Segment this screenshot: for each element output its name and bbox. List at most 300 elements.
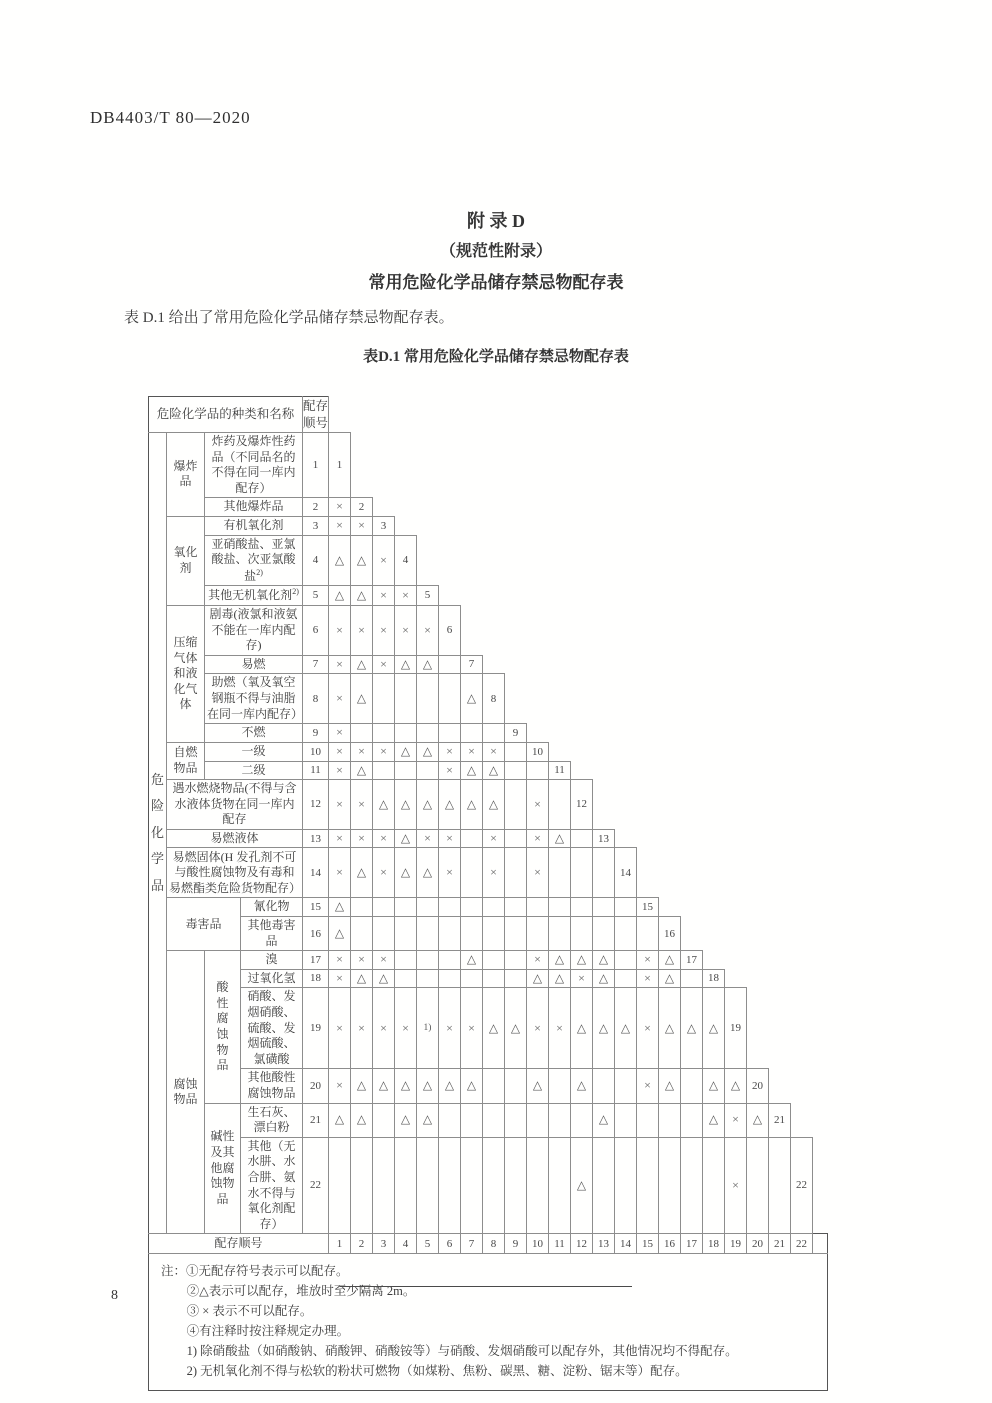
- matrix-cell-empty: [417, 761, 439, 780]
- void-cell: [725, 724, 747, 743]
- void-cell: [747, 605, 769, 655]
- matrix-cell-empty: [483, 724, 505, 743]
- matrix-cell: △: [571, 1137, 593, 1234]
- matrix-cell: ×: [527, 848, 549, 898]
- void-cell: [593, 742, 615, 761]
- matrix-cell-empty: [549, 1103, 571, 1137]
- matrix-cell: △: [417, 1103, 439, 1137]
- diagonal-cell: 17: [681, 951, 703, 970]
- matrix-cell-empty: [659, 1103, 681, 1137]
- note-line: 注：①无配存符号表示可以配存。: [161, 1264, 349, 1279]
- matrix-cell-empty: [329, 1137, 351, 1234]
- void-cell: [791, 988, 813, 1069]
- bottom-seq-number: 11: [549, 1234, 571, 1254]
- matrix-cell-empty: [593, 1069, 615, 1103]
- matrix-cell-empty: [549, 848, 571, 898]
- matrix-cell-empty: [373, 1103, 395, 1137]
- void-cell: [637, 674, 659, 724]
- matrix-cell: ×: [373, 742, 395, 761]
- void-cell: [813, 586, 828, 606]
- diagonal-cell: 16: [659, 917, 681, 951]
- void-cell: [483, 397, 505, 433]
- matrix-cell: △: [395, 780, 417, 830]
- matrix-cell-empty: [351, 1137, 373, 1234]
- bottom-seq-number: 6: [439, 1234, 461, 1254]
- void-cell: [637, 761, 659, 780]
- matrix-cell: △: [439, 780, 461, 830]
- row-seq-number: 13: [303, 829, 329, 848]
- diagonal-cell: 4: [395, 535, 417, 586]
- matrix-cell-empty: [659, 1137, 681, 1234]
- matrix-cell-empty: [505, 742, 527, 761]
- matrix-cell-empty: [615, 951, 637, 970]
- bottom-seq-number: 20: [747, 1234, 769, 1254]
- matrix-cell-empty: [571, 848, 593, 898]
- void-cell: [417, 433, 439, 498]
- matrix-cell: △: [461, 1069, 483, 1103]
- void-cell: [725, 761, 747, 780]
- void-cell: [725, 498, 747, 517]
- matrix-cell: △: [549, 969, 571, 988]
- matrix-cell-empty: [527, 1137, 549, 1234]
- row-seq-number: 15: [303, 898, 329, 917]
- matrix-cell: △: [483, 761, 505, 780]
- diagonal-cell: 6: [439, 605, 461, 655]
- row-seq-number: 17: [303, 951, 329, 970]
- void-cell: [681, 848, 703, 898]
- row-seq-number: 14: [303, 848, 329, 898]
- void-cell: [681, 498, 703, 517]
- void-cell: [813, 917, 828, 951]
- void-cell: [527, 724, 549, 743]
- row-seq-number: 12: [303, 780, 329, 830]
- matrix-cell: △: [329, 898, 351, 917]
- void-cell: [681, 724, 703, 743]
- bottom-seq-number: 14: [615, 1234, 637, 1254]
- row-label: 其他爆炸品: [205, 498, 303, 517]
- void-cell: [703, 951, 725, 970]
- void-cell: [571, 433, 593, 498]
- void-cell: [725, 586, 747, 606]
- void-cell: [483, 516, 505, 535]
- void-cell: [769, 397, 791, 433]
- row-seq-number: 2: [303, 498, 329, 517]
- matrix-cell-empty: [439, 917, 461, 951]
- intro-paragraph: 表 D.1 给出了常用危险化学品储存禁忌物配存表。: [124, 310, 454, 326]
- void-cell: [703, 780, 725, 830]
- void-cell: [747, 674, 769, 724]
- matrix-cell: △: [351, 655, 373, 674]
- void-cell: [527, 586, 549, 606]
- matrix-cell-empty: [483, 951, 505, 970]
- row-seq-number: 4: [303, 535, 329, 586]
- void-cell: [747, 780, 769, 830]
- void-cell: [527, 605, 549, 655]
- row-label: 一级: [205, 742, 303, 761]
- matrix-cell-empty: [505, 761, 527, 780]
- subgroup-label: 酸性腐蚀物品: [205, 951, 241, 1103]
- void-cell: [725, 516, 747, 535]
- row-seq-number: 1: [303, 433, 329, 498]
- void-cell: [417, 516, 439, 535]
- matrix-cell-empty: [439, 969, 461, 988]
- matrix-cell: ×: [527, 951, 549, 970]
- matrix-cell: ×: [351, 988, 373, 1069]
- matrix-cell-empty: [373, 1137, 395, 1234]
- row-label: 易燃液体: [167, 829, 303, 848]
- matrix-cell-empty: [703, 1137, 725, 1234]
- void-cell: [703, 397, 725, 433]
- void-cell: [483, 605, 505, 655]
- footer-separator-line: [340, 1286, 632, 1287]
- void-cell: [659, 848, 681, 898]
- void-cell: [769, 969, 791, 988]
- matrix-cell-empty: [527, 761, 549, 780]
- row-label: 其他（无水肼、水合肼、氨水不得与氧化剂配存）: [241, 1137, 303, 1234]
- note-line: 2) 无机氧化剂不得与松软的粉状可燃物（如煤粉、焦粉、碳黑、糖、淀粉、锯末等）配存。: [186, 1364, 688, 1379]
- void-cell: [747, 516, 769, 535]
- matrix-cell-empty: [439, 724, 461, 743]
- matrix-cell-empty: [395, 674, 417, 724]
- matrix-cell: ×: [329, 829, 351, 848]
- bottom-seq-number: 21: [769, 1234, 791, 1254]
- row-seq-number: 10: [303, 742, 329, 761]
- void-cell: [769, 674, 791, 724]
- bottom-seq-number: 2: [351, 1234, 373, 1254]
- matrix-cell: ×: [571, 969, 593, 988]
- matrix-cell: △: [395, 848, 417, 898]
- row-seq-number: 6: [303, 605, 329, 655]
- matrix-cell: ×: [329, 988, 351, 1069]
- void-cell: [769, 742, 791, 761]
- void-cell: [615, 605, 637, 655]
- incompatibility-table: [148, 396, 828, 1391]
- row-label: 助燃（氧及氧空钢瓶不得与油脂在同一库内配存）: [205, 674, 303, 724]
- matrix-cell: ×: [461, 988, 483, 1069]
- matrix-cell-empty: [505, 1103, 527, 1137]
- matrix-cell-empty: [351, 917, 373, 951]
- matrix-cell: △: [593, 988, 615, 1069]
- matrix-cell: △: [417, 655, 439, 674]
- bottom-seq-number: 22: [791, 1234, 813, 1254]
- matrix-cell: ×: [527, 780, 549, 830]
- void-cell: [769, 433, 791, 498]
- void-cell: [637, 848, 659, 898]
- void-cell: [593, 674, 615, 724]
- void-cell: [703, 605, 725, 655]
- matrix-cell: △: [351, 1069, 373, 1103]
- matrix-cell-empty: [505, 969, 527, 988]
- matrix-cell: △: [461, 761, 483, 780]
- matrix-cell: ×: [637, 1069, 659, 1103]
- void-cell: [769, 848, 791, 898]
- row-label: 过氧化氢: [241, 969, 303, 988]
- row-seq-number: 3: [303, 516, 329, 535]
- matrix-cell: ×: [329, 761, 351, 780]
- void-cell: [769, 898, 791, 917]
- void-cell: [813, 655, 828, 674]
- bottom-seq-number: 19: [725, 1234, 747, 1254]
- appendix-title: 附 录 D: [467, 211, 525, 231]
- matrix-cell: △: [351, 1103, 373, 1137]
- void-cell: [593, 433, 615, 498]
- matrix-cell-empty: [505, 848, 527, 898]
- void-cell: [813, 433, 828, 498]
- void-cell: [659, 742, 681, 761]
- void-cell: [637, 742, 659, 761]
- matrix-cell: △: [395, 742, 417, 761]
- void-cell: [769, 516, 791, 535]
- void-cell: [813, 848, 828, 898]
- void-cell: [527, 516, 549, 535]
- void-cell: [549, 724, 571, 743]
- void-cell: [527, 535, 549, 586]
- diagonal-cell: 20: [747, 1069, 769, 1103]
- void-cell: [769, 761, 791, 780]
- matrix-cell-empty: [395, 1137, 417, 1234]
- bottom-seq-number: 1: [329, 1234, 351, 1254]
- matrix-cell: △: [395, 655, 417, 674]
- note-line: 1) 除硝酸盐（如硝酸钠、硝酸钾、硝酸铵等）与硝酸、发烟硝酸可以配存外，其他情况均不得配存。: [186, 1344, 738, 1359]
- matrix-cell: △: [417, 1069, 439, 1103]
- void-cell: [571, 516, 593, 535]
- matrix-cell-empty: [395, 969, 417, 988]
- diagonal-cell: 21: [769, 1103, 791, 1137]
- void-cell: [725, 780, 747, 830]
- group-label: 自燃物品: [167, 742, 205, 779]
- matrix-cell: ×: [373, 535, 395, 586]
- matrix-cell-empty: [681, 1069, 703, 1103]
- matrix-cell-empty: [351, 898, 373, 917]
- void-cell: [725, 829, 747, 848]
- matrix-cell-empty: [527, 917, 549, 951]
- void-cell: [461, 605, 483, 655]
- void-cell: [549, 433, 571, 498]
- void-cell: [615, 761, 637, 780]
- row-label: 硝酸、发烟硝酸、硫酸、发烟硫酸、氯磺酸: [241, 988, 303, 1069]
- matrix-cell: ×: [329, 780, 351, 830]
- matrix-cell: △: [395, 1103, 417, 1137]
- matrix-cell-empty: [395, 951, 417, 970]
- matrix-cell-empty: [747, 1137, 769, 1234]
- row-label: 亚硝酸盐、亚氯酸盐、次亚氯酸盐$^{2)}$: [205, 535, 303, 586]
- void-cell: [813, 951, 828, 970]
- matrix-cell-empty: [615, 1137, 637, 1234]
- matrix-cell-empty: [439, 1137, 461, 1234]
- void-cell: [813, 498, 828, 517]
- group-label: 氧化剂: [167, 516, 205, 605]
- matrix-cell: ×: [351, 605, 373, 655]
- void-cell: [681, 397, 703, 433]
- matrix-cell-empty: [637, 1103, 659, 1137]
- bottom-tail-cell: [813, 1234, 828, 1254]
- matrix-cell: △: [329, 535, 351, 586]
- matrix-cell: △: [549, 829, 571, 848]
- matrix-cell: ×: [373, 586, 395, 606]
- void-cell: [769, 586, 791, 606]
- void-cell: [725, 655, 747, 674]
- void-cell: [461, 586, 483, 606]
- matrix-cell: ×: [373, 829, 395, 848]
- void-cell: [747, 397, 769, 433]
- void-cell: [681, 535, 703, 586]
- matrix-cell-empty: [439, 951, 461, 970]
- matrix-cell: ×: [725, 1103, 747, 1137]
- void-cell: [549, 498, 571, 517]
- void-cell: [813, 535, 828, 586]
- void-cell: [725, 742, 747, 761]
- void-cell: [571, 498, 593, 517]
- diagonal-cell: 5: [417, 586, 439, 606]
- matrix-cell: △: [527, 1069, 549, 1103]
- matrix-cell: △: [395, 1069, 417, 1103]
- matrix-cell: ×: [329, 848, 351, 898]
- matrix-cell-empty: [439, 898, 461, 917]
- matrix-cell: △: [373, 969, 395, 988]
- void-cell: [615, 655, 637, 674]
- void-cell: [461, 498, 483, 517]
- void-cell: [593, 535, 615, 586]
- bottom-seq-number: 4: [395, 1234, 417, 1254]
- void-cell: [571, 655, 593, 674]
- void-cell: [769, 724, 791, 743]
- void-cell: [747, 724, 769, 743]
- void-cell: [659, 724, 681, 743]
- void-cell: [659, 433, 681, 498]
- void-cell: [549, 516, 571, 535]
- void-cell: [637, 433, 659, 498]
- matrix-cell-empty: [549, 898, 571, 917]
- void-cell: [549, 655, 571, 674]
- matrix-cell-empty: [483, 898, 505, 917]
- matrix-cell-empty: [615, 898, 637, 917]
- void-cell: [505, 397, 527, 433]
- matrix-cell: △: [703, 1069, 725, 1103]
- void-cell: [769, 498, 791, 517]
- void-cell: [571, 724, 593, 743]
- matrix-cell-empty: [461, 1137, 483, 1234]
- matrix-cell-empty: [505, 1137, 527, 1234]
- matrix-cell-empty: [769, 1137, 791, 1234]
- matrix-cell: ×: [637, 988, 659, 1069]
- void-cell: [549, 586, 571, 606]
- void-cell: [571, 397, 593, 433]
- diagonal-cell: 1: [329, 433, 351, 498]
- void-cell: [769, 917, 791, 951]
- matrix-cell: △: [351, 969, 373, 988]
- void-cell: [461, 433, 483, 498]
- void-cell: [703, 917, 725, 951]
- row-seq-number: 21: [303, 1103, 329, 1137]
- void-cell: [615, 780, 637, 830]
- void-cell: [593, 724, 615, 743]
- row-label: 生石灰、漂白粉: [241, 1103, 303, 1137]
- void-cell: [703, 516, 725, 535]
- void-cell: [461, 516, 483, 535]
- void-cell: [439, 516, 461, 535]
- matrix-cell-empty: [461, 898, 483, 917]
- matrix-cell: ×: [461, 742, 483, 761]
- matrix-cell-empty: [417, 969, 439, 988]
- bottom-seq-number: 18: [703, 1234, 725, 1254]
- void-cell: [527, 397, 549, 433]
- matrix-cell: ×: [329, 724, 351, 743]
- void-cell: [791, 605, 813, 655]
- void-cell: [681, 742, 703, 761]
- matrix-cell-empty: [461, 848, 483, 898]
- void-cell: [725, 605, 747, 655]
- matrix-cell: △: [747, 1103, 769, 1137]
- matrix-cell: △: [681, 988, 703, 1069]
- matrix-cell: △: [703, 1103, 725, 1137]
- matrix-cell: ×: [329, 498, 351, 517]
- void-cell: [791, 535, 813, 586]
- void-cell: [615, 674, 637, 724]
- row-seq-number: 11: [303, 761, 329, 780]
- note-line: ④有注释时按注释规定办理。: [186, 1324, 350, 1339]
- matrix-cell: △: [439, 1069, 461, 1103]
- void-cell: [681, 674, 703, 724]
- matrix-cell: △: [659, 1069, 681, 1103]
- void-cell: [549, 742, 571, 761]
- void-cell: [329, 397, 351, 433]
- matrix-cell: ×: [637, 951, 659, 970]
- row-label: 不燃: [205, 724, 303, 743]
- diagonal-cell: 2: [351, 498, 373, 517]
- void-cell: [747, 586, 769, 606]
- void-cell: [813, 674, 828, 724]
- row-seq-number: 7: [303, 655, 329, 674]
- matrix-cell-empty: [527, 898, 549, 917]
- matrix-cell: ×: [329, 605, 351, 655]
- table-caption: 表D.1 常用危险化学品储存禁忌物配存表: [363, 349, 629, 365]
- matrix-cell-empty: [395, 898, 417, 917]
- matrix-cell-empty: [549, 1137, 571, 1234]
- void-cell: [417, 397, 439, 433]
- group-label: 腐蚀物品: [167, 951, 205, 1234]
- void-cell: [659, 655, 681, 674]
- void-cell: [571, 761, 593, 780]
- row-label: 二级: [205, 761, 303, 780]
- row-label: 氰化物: [241, 898, 303, 917]
- matrix-cell: △: [417, 742, 439, 761]
- void-cell: [637, 829, 659, 848]
- matrix-cell-empty: [593, 1137, 615, 1234]
- void-cell: [637, 724, 659, 743]
- void-cell: [549, 535, 571, 586]
- matrix-cell-empty: [593, 898, 615, 917]
- void-cell: [681, 761, 703, 780]
- matrix-cell: ×: [439, 988, 461, 1069]
- matrix-cell-empty: [549, 917, 571, 951]
- matrix-cell: △: [483, 780, 505, 830]
- void-cell: [505, 674, 527, 724]
- void-cell: [527, 674, 549, 724]
- void-cell: [703, 829, 725, 848]
- matrix-cell: ×: [329, 516, 351, 535]
- matrix-cell-empty: [505, 780, 527, 830]
- matrix-cell: ×: [527, 829, 549, 848]
- void-cell: [681, 780, 703, 830]
- matrix-cell-empty: [615, 1069, 637, 1103]
- void-cell: [791, 724, 813, 743]
- void-cell: [615, 724, 637, 743]
- row-seq-number: 9: [303, 724, 329, 743]
- void-cell: [461, 535, 483, 586]
- void-cell: [725, 848, 747, 898]
- void-cell: [813, 1069, 828, 1103]
- void-cell: [659, 898, 681, 917]
